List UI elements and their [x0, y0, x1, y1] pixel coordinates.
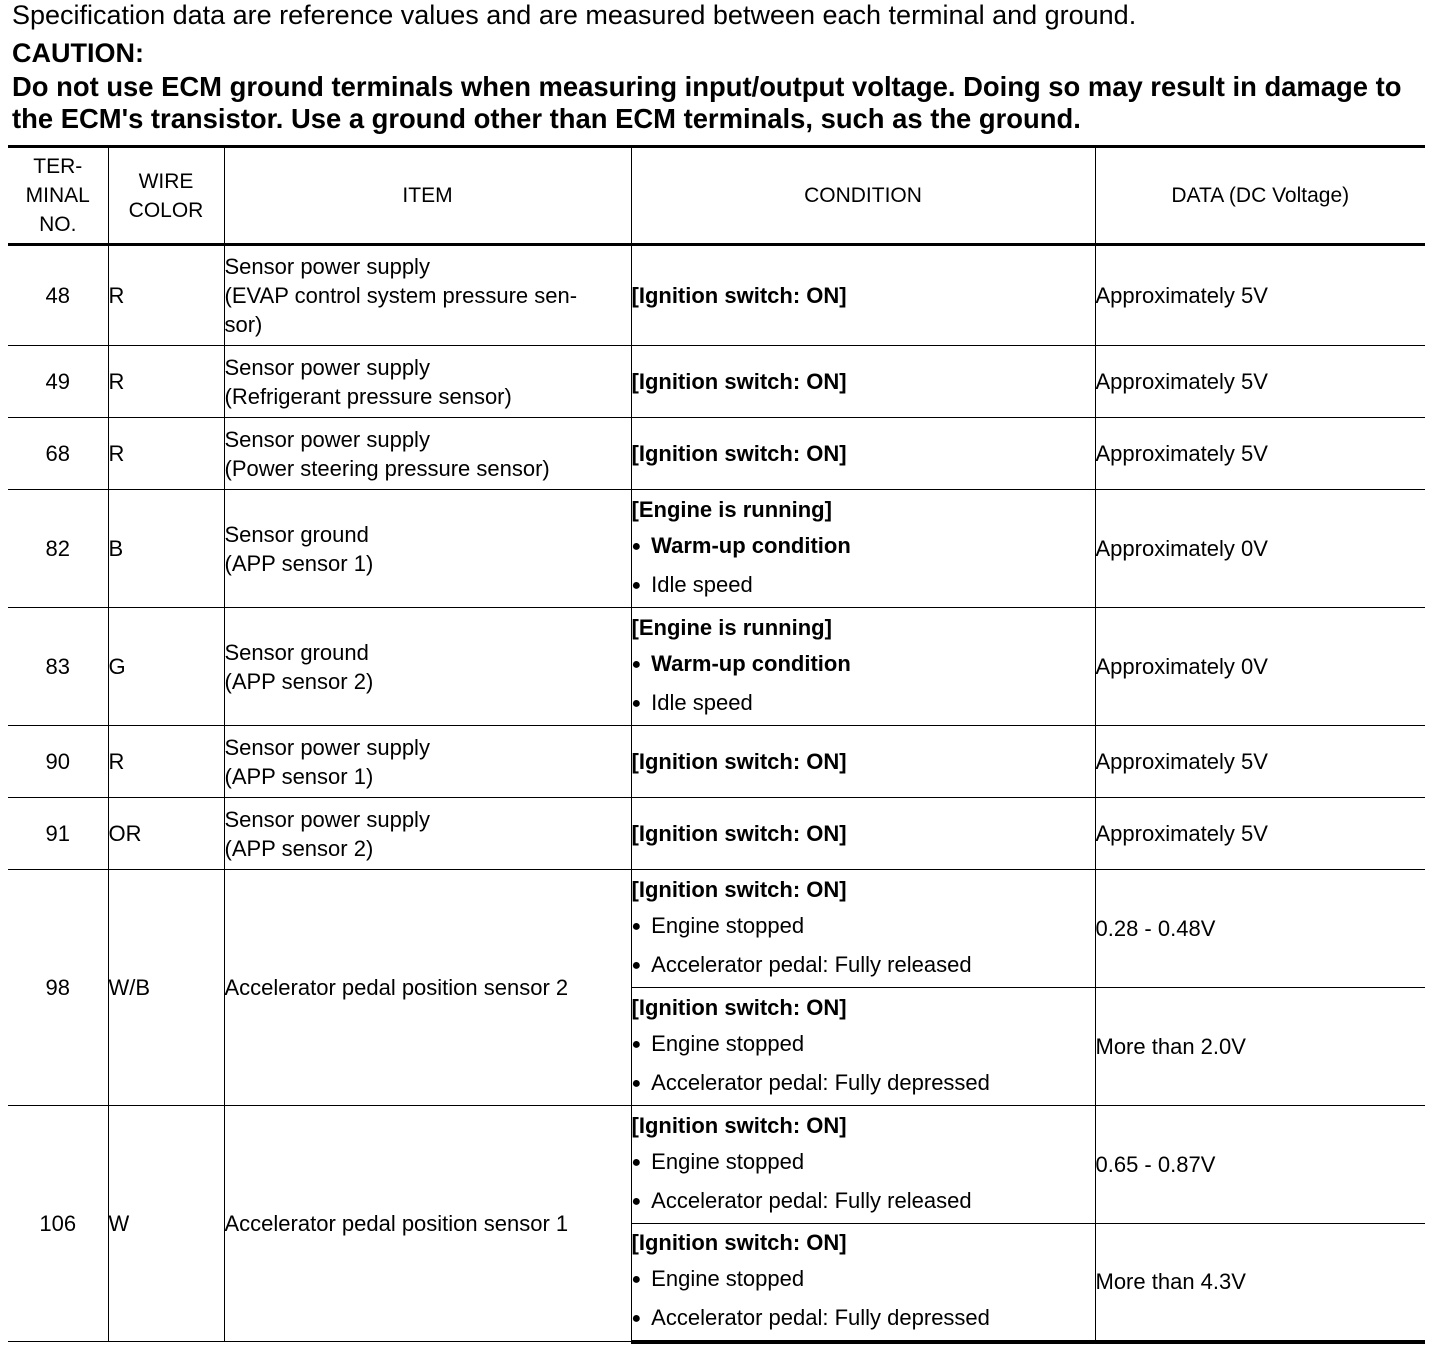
terminal-no-cell: 48 [8, 245, 108, 346]
data-value-cell: Approximately 5V [1095, 798, 1425, 870]
condition-heading: [Ignition switch: ON] [631, 821, 847, 846]
condition-heading: [Ignition switch: ON] [631, 994, 847, 1020]
wire-color-cell: R [108, 418, 224, 490]
terminal-no-cell: 49 [8, 346, 108, 418]
condition-cell [631, 245, 1095, 346]
data-value-cell: Approximately 0V [1095, 490, 1425, 608]
item-line: Sensor power supply [224, 254, 430, 279]
table-row [8, 418, 1425, 490]
header-wire-line: WIRE [138, 169, 194, 193]
terminal-no-cell: 91 [8, 798, 108, 870]
item-line: (EVAP control system pressure sen- [224, 283, 578, 308]
condition-bullet [632, 1299, 1095, 1338]
condition-cell [631, 490, 1095, 608]
header-data: DATA (DC Voltage) [1095, 147, 1425, 245]
data-value-cell: Approximately 5V [1095, 245, 1425, 346]
table-row [8, 798, 1425, 870]
condition-bullet-text: Accelerator pedal: Fully released [651, 951, 972, 977]
condition-heading: [Ignition switch: ON] [631, 369, 847, 394]
condition-bullet [632, 1182, 1095, 1221]
bullet-dot-icon: ● [631, 1192, 642, 1210]
table-row [8, 346, 1425, 418]
data-value-cell: Approximately 5V [1095, 418, 1425, 490]
bullet-dot-icon: ● [631, 576, 642, 594]
bullet-dot-icon: ● [631, 694, 642, 712]
bullet-dot-icon: ● [631, 1035, 642, 1053]
item-line: (Power steering pressure sensor) [224, 455, 550, 481]
condition-bullet-text: Engine stopped [651, 1148, 805, 1174]
item-line: Sensor ground [224, 639, 369, 665]
header-terminal-line: NO. [39, 213, 77, 236]
wire-color-cell: R [108, 346, 224, 418]
data-value-cell: 0.65 - 0.87V [1095, 1106, 1425, 1224]
item-line: Sensor power supply [224, 806, 430, 832]
item-line: sor) [224, 312, 263, 337]
condition-bullet-text: Accelerator pedal: Fully depressed [651, 1069, 990, 1095]
terminal-no-cell: 82 [8, 490, 108, 608]
data-value-cell: Approximately 0V [1095, 608, 1425, 726]
condition-cell [631, 1224, 1095, 1342]
item-line: (APP sensor 1) [224, 763, 374, 789]
item-cell [224, 245, 631, 346]
header-terminal-line: TER- [33, 155, 83, 178]
condition-bullet-text: Warm-up condition [651, 532, 851, 558]
condition-cell [631, 608, 1095, 726]
item-cell [224, 608, 631, 726]
condition-bullet [632, 566, 1095, 605]
header-wire-line: COLOR [128, 198, 204, 222]
table-row [8, 726, 1425, 798]
condition-bullet [632, 684, 1095, 723]
condition-bullet-text: Idle speed [651, 571, 753, 597]
condition-heading: [Ignition switch: ON] [631, 441, 847, 466]
item-cell [224, 490, 631, 608]
condition-cell [631, 418, 1095, 490]
item-cell [224, 418, 631, 490]
bullet-dot-icon: ● [631, 1074, 642, 1092]
condition-cell [631, 1106, 1095, 1224]
item-cell [224, 726, 631, 798]
table-row [8, 245, 1425, 346]
terminal-no-cell: 68 [8, 418, 108, 490]
table-body [8, 245, 1425, 1342]
terminal-no-cell: 98 [8, 870, 108, 1106]
condition-bullet [632, 1064, 1095, 1103]
bullet-dot-icon: ● [631, 956, 642, 974]
data-value-cell: More than 2.0V [1095, 988, 1425, 1106]
header-terminal-no [8, 147, 108, 245]
condition-bullet-text: Engine stopped [651, 1030, 805, 1056]
item-line: Accelerator pedal position sensor 1 [224, 1211, 569, 1236]
table-row [8, 1106, 1425, 1224]
item-line: (APP sensor 2) [224, 835, 374, 861]
condition-bullet-text: Warm-up condition [651, 650, 851, 676]
condition-bullet-text: Accelerator pedal: Fully released [651, 1187, 972, 1213]
condition-heading: [Ignition switch: ON] [631, 876, 847, 902]
bullet-dot-icon: ● [631, 537, 642, 555]
bullet-dot-icon: ● [631, 1270, 642, 1288]
caution-text: Do not use ECM ground terminals when measuring input/output voltage. Doing so may result in damage to the ECM's transistor. Use a ground other than ECM terminals, such as the ground. [12, 71, 1402, 134]
header-terminal-line: MINAL [25, 184, 90, 207]
wire-color-cell: B [108, 490, 224, 608]
wire-color-cell: W/B [108, 870, 224, 1106]
condition-cell [631, 870, 1095, 988]
item-cell [224, 1106, 631, 1342]
condition-cell [631, 988, 1095, 1106]
item-line: (APP sensor 2) [224, 668, 374, 694]
data-value-cell: Approximately 5V [1095, 726, 1425, 798]
item-cell [224, 798, 631, 870]
condition-bullet-text: Engine stopped [651, 912, 805, 938]
wire-color-cell: R [108, 245, 224, 346]
wire-color-cell: W [108, 1106, 224, 1342]
bullet-dot-icon: ● [631, 655, 642, 673]
condition-bullet-text: Idle speed [651, 689, 753, 715]
condition-bullet [632, 1025, 1095, 1064]
condition-cell [631, 726, 1095, 798]
table-header-row [8, 147, 1425, 245]
caution-title: CAUTION: [12, 38, 144, 68]
table-row [8, 870, 1425, 988]
item-line: Accelerator pedal position sensor 2 [224, 975, 569, 1000]
wire-color-cell: R [108, 726, 224, 798]
item-cell [224, 346, 631, 418]
condition-bullet [632, 946, 1095, 985]
header-wire-color [108, 147, 224, 245]
condition-heading: [Ignition switch: ON] [631, 283, 847, 308]
condition-bullet-text: Accelerator pedal: Fully depressed [651, 1304, 990, 1330]
condition-cell [631, 346, 1095, 418]
condition-heading: [Ignition switch: ON] [631, 1229, 847, 1255]
condition-bullet-text: Engine stopped [651, 1265, 805, 1291]
wire-color-cell: OR [108, 798, 224, 870]
condition-bullet [632, 645, 1095, 684]
item-line: (Refrigerant pressure sensor) [224, 383, 512, 409]
data-value-cell: More than 4.3V [1095, 1224, 1425, 1342]
header-item: ITEM [224, 147, 631, 245]
item-line: Sensor power supply [224, 354, 430, 380]
condition-heading: [Engine is running] [631, 614, 832, 640]
table-row [8, 608, 1425, 726]
item-line: Sensor ground [224, 521, 369, 547]
condition-cell [631, 798, 1095, 870]
condition-heading: [Ignition switch: ON] [631, 1112, 847, 1138]
bullet-dot-icon: ● [631, 917, 642, 935]
condition-bullet [632, 907, 1095, 946]
bullet-dot-icon: ● [631, 1153, 642, 1171]
intro-text: Specification data are reference values and are measured between each terminal and ground. [12, 0, 1137, 30]
table-row [8, 490, 1425, 608]
bullet-dot-icon: ● [631, 1309, 642, 1327]
item-line: Sensor power supply [224, 734, 430, 760]
data-value-cell: Approximately 5V [1095, 346, 1425, 418]
item-line: Sensor power supply [224, 426, 430, 452]
condition-heading: [Ignition switch: ON] [631, 749, 847, 774]
terminal-spec-table [8, 145, 1425, 1344]
condition-bullet [632, 1143, 1095, 1182]
wire-color-cell: G [108, 608, 224, 726]
item-line: (APP sensor 1) [224, 550, 374, 576]
terminal-no-cell: 83 [8, 608, 108, 726]
condition-bullet [632, 527, 1095, 566]
header-condition: CONDITION [631, 147, 1095, 245]
item-cell [224, 870, 631, 1106]
data-value-cell: 0.28 - 0.48V [1095, 870, 1425, 988]
terminal-no-cell: 106 [8, 1106, 108, 1342]
condition-heading: [Engine is running] [631, 496, 832, 522]
terminal-no-cell: 90 [8, 726, 108, 798]
condition-bullet [632, 1260, 1095, 1299]
